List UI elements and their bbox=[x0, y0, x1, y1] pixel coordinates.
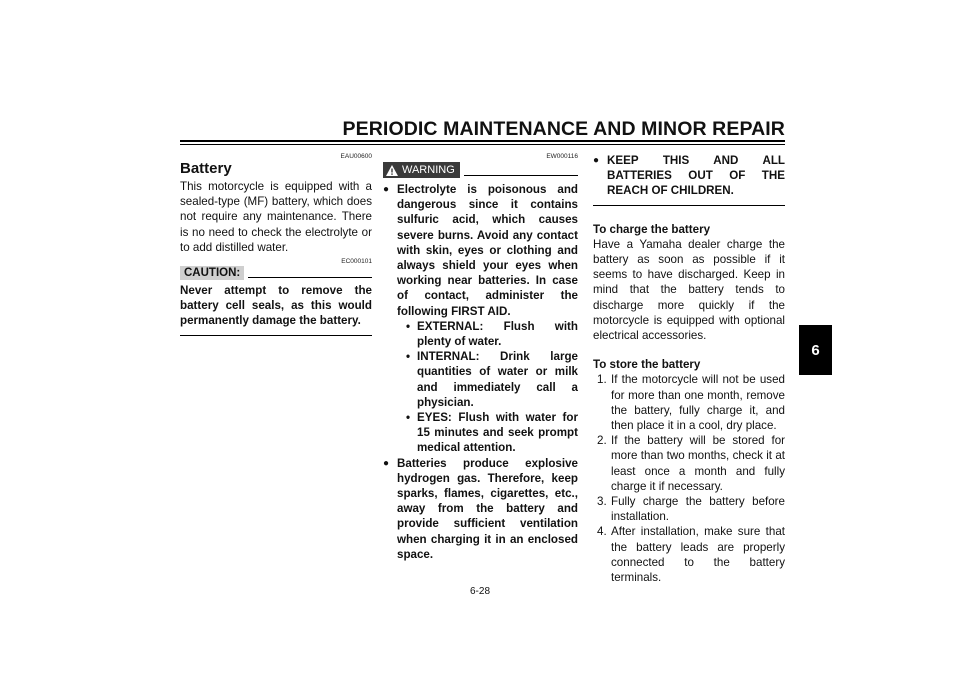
charge-paragraph: Have a Yamaha dealer charge the battery as soon as possible if it seems to have discharged. Keep in mind that the battery tends to discharge more quickly if the motorcycle is equipped with optional electrical accessories. bbox=[593, 237, 785, 343]
step-text: Fully charge the battery before installation. bbox=[611, 495, 785, 524]
warning-list-continued bbox=[593, 153, 785, 199]
warning-badge bbox=[383, 162, 460, 178]
step-number: 1. bbox=[597, 373, 607, 387]
store-heading: To store the battery bbox=[593, 358, 701, 372]
page-number: 6-28 bbox=[469, 586, 490, 597]
caution-text: Never attempt to remove the battery cell seals, as this would permanently damage the battery. bbox=[180, 284, 372, 328]
intro-paragraph: This motorcycle is equipped with a sealed-type (MF) battery, which does not require any maintenance. There is no need to check the electrolyte or to add distilled water. bbox=[180, 180, 372, 254]
caution-code: EC000101 bbox=[341, 258, 372, 266]
header-rule-thick bbox=[180, 140, 785, 142]
warning-label: WARNING bbox=[402, 164, 455, 176]
step-number: 3. bbox=[597, 495, 607, 509]
step-number: 4. bbox=[597, 525, 607, 539]
header-rule-thin bbox=[180, 144, 785, 145]
caution-rule bbox=[248, 277, 372, 278]
list-item bbox=[383, 182, 578, 456]
store-steps bbox=[593, 372, 785, 585]
caution-header bbox=[180, 266, 372, 280]
warning-list bbox=[383, 182, 578, 562]
list-item: • EYES: Flush with water for 15 minutes and seek prompt medical attention. bbox=[397, 410, 578, 456]
step-text: If the battery will be stored for more than two months, check it at least once a month and fully charge it if necessary. bbox=[611, 434, 785, 493]
page-header-title: PERIODIC MAINTENANCE AND MINOR REPAIR bbox=[342, 118, 785, 140]
warning-code: EW000116 bbox=[546, 153, 578, 160]
list-item bbox=[593, 494, 785, 524]
caution-end-rule bbox=[180, 335, 372, 336]
column-charge-store bbox=[593, 153, 785, 585]
warning-item-text: Electrolyte is poisonous and dangerous since it contains sulfuric acid, which causes severe burns. Avoid any contact with skin, eyes or clothing and always shield your eyes when working near batteries. In case of contact, administer the following FIRST AID. bbox=[397, 183, 578, 318]
caution-label: CAUTION: bbox=[180, 266, 244, 280]
list-item: • INTERNAL: Drink large quantities of water or milk and immediately call a physician. bbox=[397, 349, 578, 410]
column-battery-intro bbox=[180, 153, 372, 336]
warning-header bbox=[383, 162, 578, 178]
list-item bbox=[593, 524, 785, 585]
list-item: ● Batteries produce explosive hydrogen gas. Therefore, keep sparks, flames, cigarettes, etc., away from the battery and provide sufficient ventilation when charging it in an enclosed space. bbox=[383, 456, 578, 562]
warning-triangle-icon bbox=[386, 165, 398, 176]
charge-heading: To charge the battery bbox=[593, 222, 711, 236]
step-number: 2. bbox=[597, 434, 607, 448]
section-title: Battery bbox=[180, 160, 232, 177]
section-code: EAU00600 bbox=[340, 153, 372, 160]
step-text: If the motorcycle will not be used for more than one month, remove the battery, fully charge it, and then place it in a cool, dry place. bbox=[611, 373, 785, 433]
step-text: After installation, make sure that the battery leads are properly connected to the battery terminals. bbox=[611, 525, 785, 585]
list-item bbox=[593, 372, 785, 433]
list-item bbox=[593, 433, 785, 494]
warning-rule bbox=[464, 175, 578, 176]
first-aid-list bbox=[397, 319, 578, 456]
list-item: ● KEEP THIS AND ALL BATTERIES OUT OF THE REACH OF CHILDREN. bbox=[593, 153, 785, 199]
chapter-tab: 6 bbox=[799, 325, 832, 375]
list-item: • EXTERNAL: Flush with plenty of water. bbox=[397, 319, 578, 349]
warning-end-rule bbox=[593, 205, 785, 206]
column-warning bbox=[383, 153, 578, 562]
